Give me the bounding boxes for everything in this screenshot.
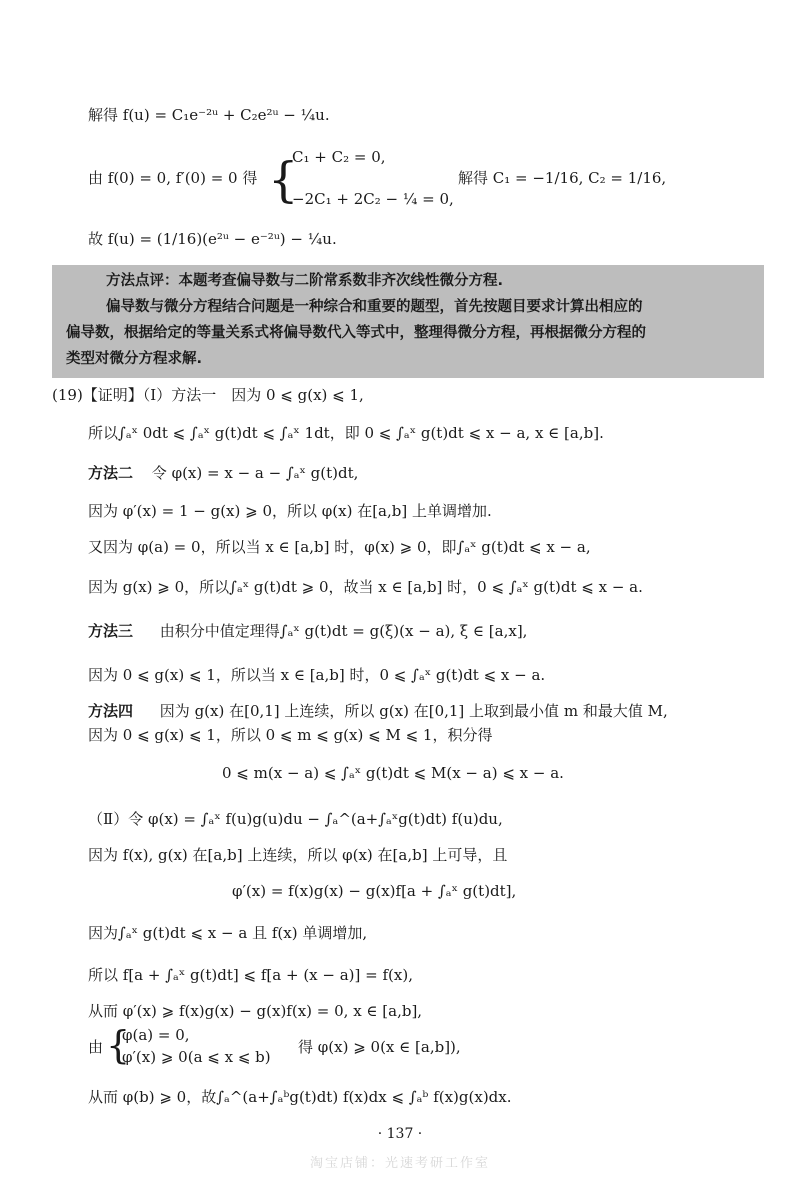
- method-2-line-3: 又因为 φ(a) = 0，所以当 x ∈ [a,b] 时，φ(x) ⩾ 0，即∫ₐˣ g(t)dt ⩽ x − a,: [88, 538, 591, 556]
- part-2-line-5: 所以 f[a + ∫ₐˣ g(t)dt] ⩽ f[a + (x − a)] = f(x),: [88, 966, 413, 984]
- method-2-line-1: [88, 462, 358, 484]
- watermark: 淘宝店铺：光速考研工作室: [309, 1156, 490, 1171]
- part-2-line-2: 因为 f(x), g(x) 在[a,b] 上连续，所以 φ(x) 在[a,b] 上可导，且: [88, 846, 508, 864]
- method-note-line-3: 偏导数，根据给定的等量关系式将偏导数代入等式中，整理得微分方程，再根据微分方程的: [66, 325, 646, 341]
- method-3-title: 方法三: [88, 622, 134, 640]
- part-2-line-3: φ′(x) = f(x)g(x) − g(x)f[a + ∫ₐˣ g(t)dt],: [232, 882, 517, 900]
- problem-19-header: (19)【证明】（Ⅰ）方法一 因为 0 ⩽ g(x) ⩽ 1,: [52, 386, 364, 404]
- solution-case-2: −2C₁ + 2C₂ − ¼ = 0,: [292, 190, 454, 208]
- part-2-case-2: φ′(x) ⩾ 0(a ⩽ x ⩽ b): [122, 1048, 271, 1066]
- solution-line-1: 解得 f(u) = C₁e⁻²ᵘ + C₂e²ᵘ − ¼u.: [88, 106, 330, 124]
- method-4-line-3: 0 ⩽ m(x − a) ⩽ ∫ₐˣ g(t)dt ⩽ M(x − a) ⩽ x − a.: [222, 764, 564, 782]
- part-2-line-4: 因为∫ₐˣ g(t)dt ⩽ x − a 且 f(x) 单调增加,: [88, 924, 368, 942]
- method-4-line-1: [88, 700, 668, 722]
- solution-line-2-prefix: 由 f(0) = 0, f′(0) = 0 得: [88, 169, 258, 187]
- method-2-line-2: 因为 φ′(x) = 1 − g(x) ⩾ 0，所以 φ(x) 在[a,b] 上单调增加.: [88, 502, 492, 520]
- method-note-line-1: 方法点评：本题考查偏导数与二阶常系数非齐次线性微分方程.: [106, 273, 504, 289]
- part-2-case-1: φ(a) = 0,: [122, 1026, 190, 1044]
- solution-line-2-suffix: 解得 C₁ = −1/16, C₂ = 1/16,: [458, 169, 667, 187]
- part-2-case-prefix: 由: [88, 1038, 104, 1056]
- part-2-case-suffix: 得 φ(x) ⩾ 0(x ∈ [a,b]),: [298, 1038, 461, 1056]
- method-3-text-1: 由积分中值定理得∫ₐˣ g(t)dt = g(ξ)(x − a), ξ ∈ [a,x],: [159, 622, 528, 640]
- left-brace: {: [268, 152, 299, 208]
- method-note-line-4: 类型对微分方程求解.: [66, 351, 203, 367]
- solution-case-1: C₁ + C₂ = 0,: [292, 148, 386, 166]
- left-brace-2: {: [106, 1023, 131, 1067]
- method-3-line-1: [88, 620, 527, 642]
- method-2-text-1: 令 φ(x) = x − a − ∫ₐˣ g(t)dt,: [151, 464, 359, 482]
- method-note-line-2: 偏导数与微分方程结合问题是一种综合和重要的题型，首先按题目要求计算出相应的: [106, 299, 643, 315]
- part-2-line-1: （Ⅱ）令 φ(x) = ∫ₐˣ f(u)g(u)du − ∫ₐ^(a+∫ₐˣg(t)dt) f(u)du,: [88, 810, 503, 828]
- method-note-box: [52, 265, 764, 378]
- page-number: · 137 ·: [377, 1126, 423, 1142]
- part-2-line-6: 从而 φ′(x) ⩾ f(x)g(x) − g(x)f(x) = 0, x ∈ [a,b],: [88, 1002, 423, 1020]
- method-4-line-2: 因为 0 ⩽ g(x) ⩽ 1，所以 0 ⩽ m ⩽ g(x) ⩽ M ⩽ 1，积分得: [88, 726, 493, 744]
- method-4-text-1: 因为 g(x) 在[0,1] 上连续，所以 g(x) 在[0,1] 上取到最小值 m 和最大值 M,: [159, 702, 668, 720]
- method-2-line-4: 因为 g(x) ⩾ 0，所以∫ₐˣ g(t)dt ⩾ 0，故当 x ∈ [a,b] 时，0 ⩽ ∫ₐˣ g(t)dt ⩽ x − a.: [88, 578, 643, 596]
- method-1-line: 所以∫ₐˣ 0dt ⩽ ∫ₐˣ g(t)dt ⩽ ∫ₐˣ 1dt，即 0 ⩽ ∫ₐˣ g(t)dt ⩽ x − a, x ∈ [a,b].: [88, 424, 604, 442]
- method-2-title: 方法二: [88, 464, 134, 482]
- method-3-line-2: 因为 0 ⩽ g(x) ⩽ 1，所以当 x ∈ [a,b] 时，0 ⩽ ∫ₐˣ g(t)dt ⩽ x − a.: [88, 666, 546, 684]
- part-2-line-8: 从而 φ(b) ⩾ 0，故∫ₐ^(a+∫ₐᵇg(t)dt) f(x)dx ⩽ ∫ₐᵇ f(x)g(x)dx.: [88, 1088, 512, 1106]
- solution-line-3: 故 f(u) = (1/16)(e²ᵘ − e⁻²ᵘ) − ¼u.: [88, 230, 337, 248]
- method-4-title: 方法四: [88, 702, 134, 720]
